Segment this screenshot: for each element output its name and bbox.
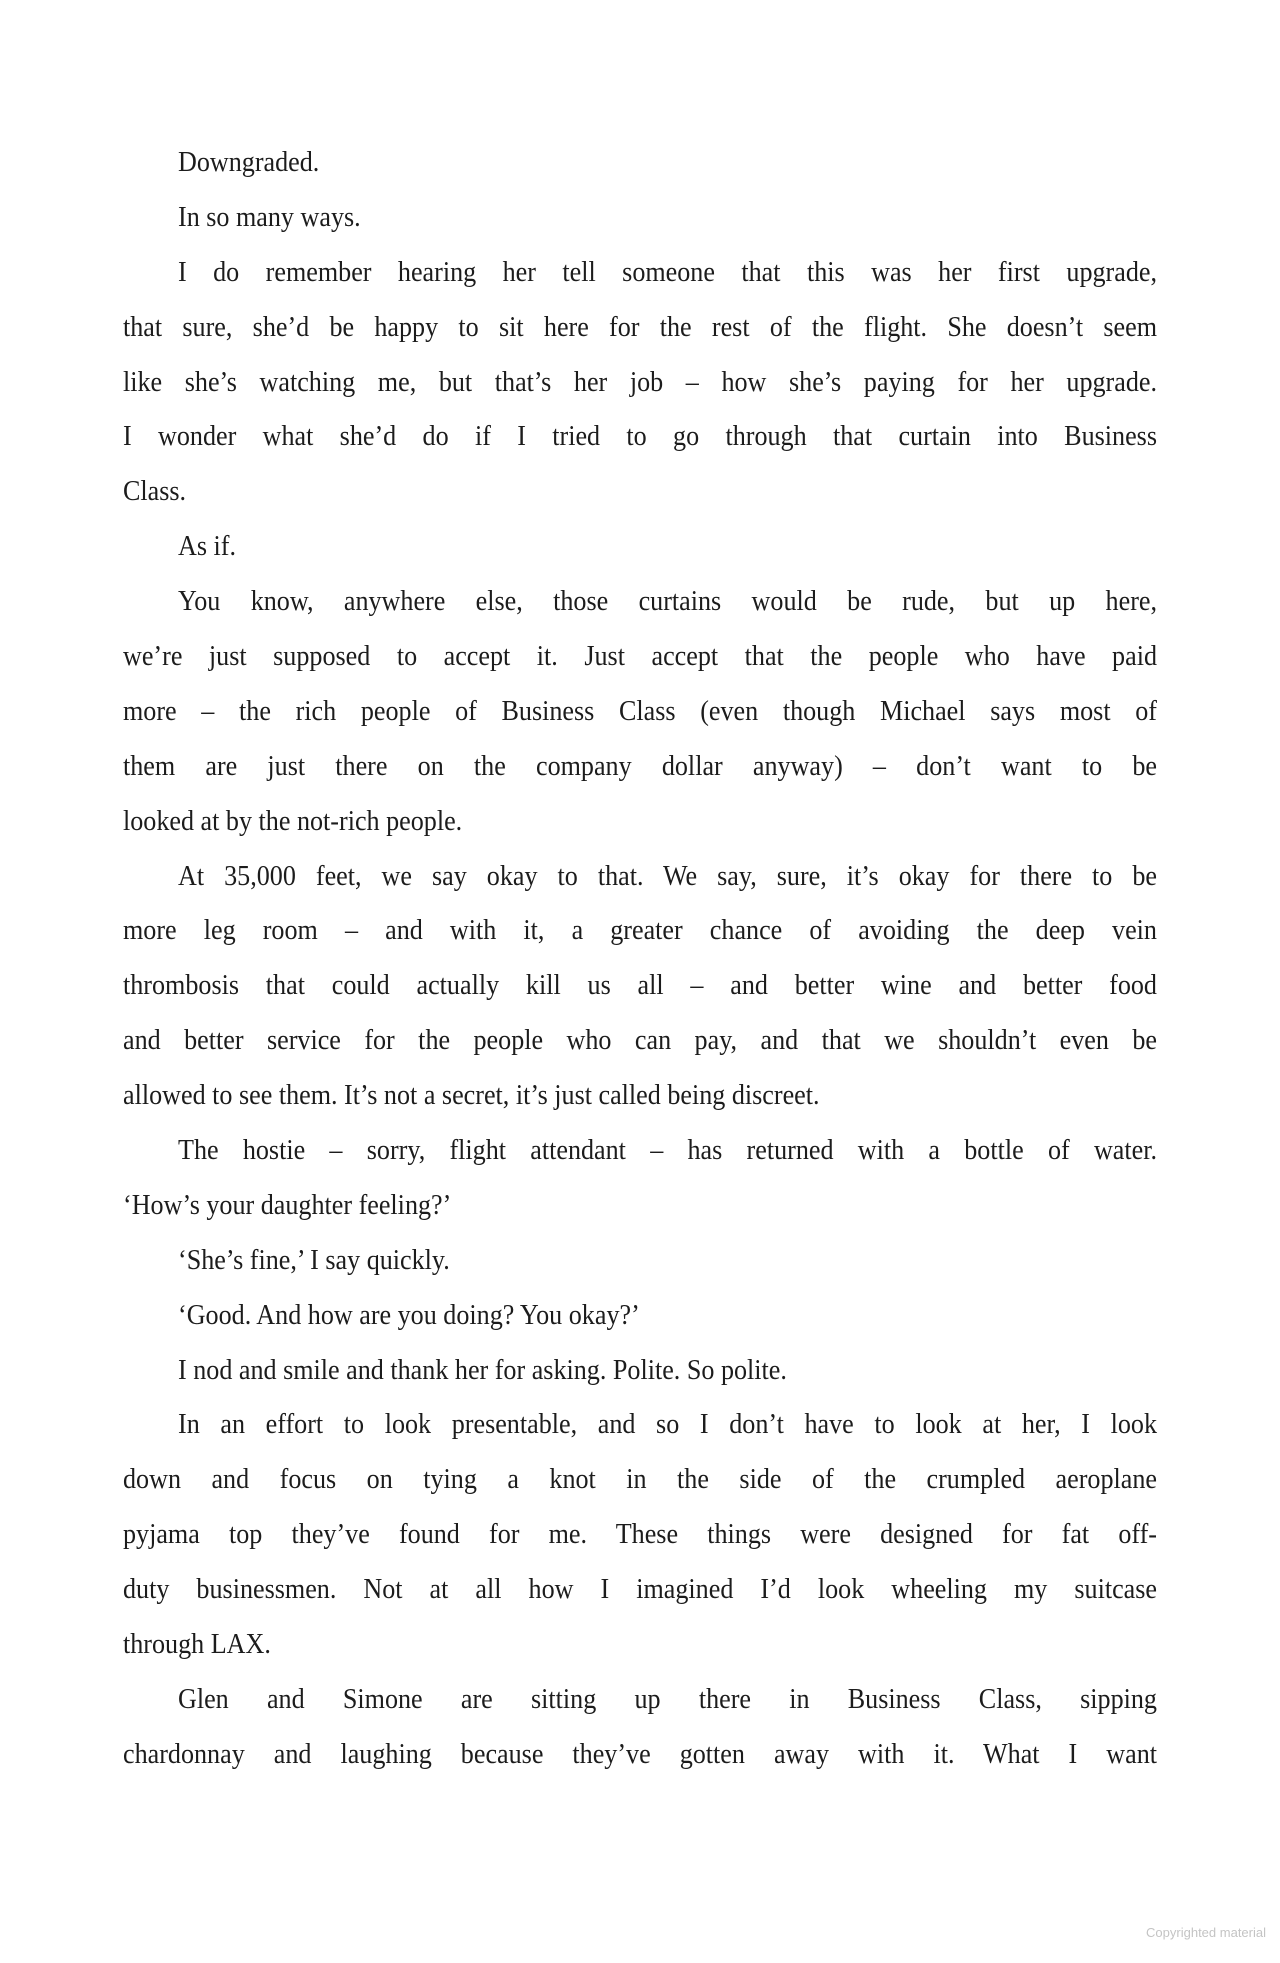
text-line <box>123 684 1157 739</box>
text-line <box>123 1562 1157 1617</box>
text-line-content: duty businessmen. Not at all how I imagined I’d look wheeling my suitcase <box>123 1573 1158 1606</box>
text-line <box>123 190 1157 245</box>
text-line <box>123 1672 1157 1727</box>
text-line <box>123 1727 1157 1782</box>
text-line <box>123 135 1157 190</box>
text-line-content: that sure, she’d be happy to sit here for the rest of the flight. She doesn’t seem <box>123 310 1158 343</box>
text-line-content: we’re just supposed to accept it. Just accept that the people who have paid <box>123 640 1158 673</box>
text-line-content: more leg room – and with it, a greater chance of avoiding the deep vein <box>123 914 1157 947</box>
text-line <box>123 903 1157 958</box>
text-line-content: I do remember hearing her tell someone that this was her first upgrade, <box>178 255 1158 288</box>
text-line <box>123 1288 1157 1343</box>
text-line-content: them are just there on the company dollar anyway) – don’t want to be <box>123 749 1158 782</box>
body-text <box>123 135 1157 1782</box>
text-line-content: down and focus on tying a knot in the side of the crumpled aeroplane <box>123 1463 1157 1496</box>
text-line <box>123 1452 1157 1507</box>
text-line-content: I wonder what she’d do if I tried to go through that curtain into Business <box>123 420 1157 453</box>
text-line-content: ‘How’s your daughter feeling?’ <box>123 1188 452 1221</box>
text-line <box>123 519 1157 574</box>
text-line-content: ‘She’s fine,’ I say quickly. <box>178 1243 450 1276</box>
text-line <box>123 574 1157 629</box>
text-line <box>123 739 1157 794</box>
text-line-content: thrombosis that could actually kill us all – and better wine and better food <box>123 969 1157 1002</box>
text-line-content: The hostie – sorry, flight attendant – has returned with a bottle of water. <box>178 1134 1158 1167</box>
text-line <box>123 355 1157 410</box>
text-line <box>123 1123 1157 1178</box>
text-line-content: At 35,000 feet, we say okay to that. We say, sure, it’s okay for there to be <box>178 859 1158 892</box>
text-line <box>123 1178 1157 1233</box>
text-line-content: through LAX. <box>123 1628 271 1661</box>
text-line-content: more – the rich people of Business Class (even though Michael says most of <box>123 694 1157 727</box>
text-line-content: Class. <box>123 475 187 508</box>
text-line-content: In an effort to look presentable, and so I don’t have to look at her, I look <box>178 1408 1158 1441</box>
text-line <box>123 1507 1157 1562</box>
text-line-content: like she’s watching me, but that’s her job – how she’s paying for her upgrade. <box>123 365 1158 398</box>
text-line <box>123 464 1157 519</box>
text-line-content: looked at by the not-rich people. <box>123 804 463 837</box>
text-line <box>123 1233 1157 1288</box>
text-line <box>123 1013 1157 1068</box>
text-line <box>123 409 1157 464</box>
text-line-content: Glen and Simone are sitting up there in Business Class, sipping <box>178 1682 1157 1715</box>
text-line-content: pyjama top they’ve found for me. These things were designed for fat off- <box>123 1518 1158 1551</box>
text-line <box>123 1617 1157 1672</box>
text-line-content: You know, anywhere else, those curtains would be rude, but up here, <box>178 585 1158 618</box>
text-line-content: allowed to see them. It’s not a secret, it’s just called being discreet. <box>123 1079 820 1112</box>
text-line-content: and better service for the people who can pay, and that we shouldn’t even be <box>123 1024 1158 1057</box>
text-line <box>123 849 1157 904</box>
text-line-content: In so many ways. <box>178 200 361 233</box>
text-line-content: Downgraded. <box>178 146 320 178</box>
text-line <box>123 794 1157 849</box>
text-line <box>123 958 1157 1013</box>
text-line-content: I nod and smile and thank her for asking. Polite. So polite. <box>178 1353 787 1386</box>
text-line <box>123 1397 1157 1452</box>
text-line <box>123 245 1157 300</box>
text-line <box>123 629 1157 684</box>
text-line-content: ‘Good. And how are you doing? You okay?’ <box>178 1298 640 1331</box>
text-line-content: As if. <box>178 530 237 563</box>
text-line-content: chardonnay and laughing because they’ve gotten away with it. What I want <box>123 1737 1158 1770</box>
copyright-watermark: Copyrighted material <box>1146 1925 1266 1940</box>
text-line <box>123 1343 1157 1398</box>
text-line <box>123 1068 1157 1123</box>
text-line <box>123 300 1157 355</box>
